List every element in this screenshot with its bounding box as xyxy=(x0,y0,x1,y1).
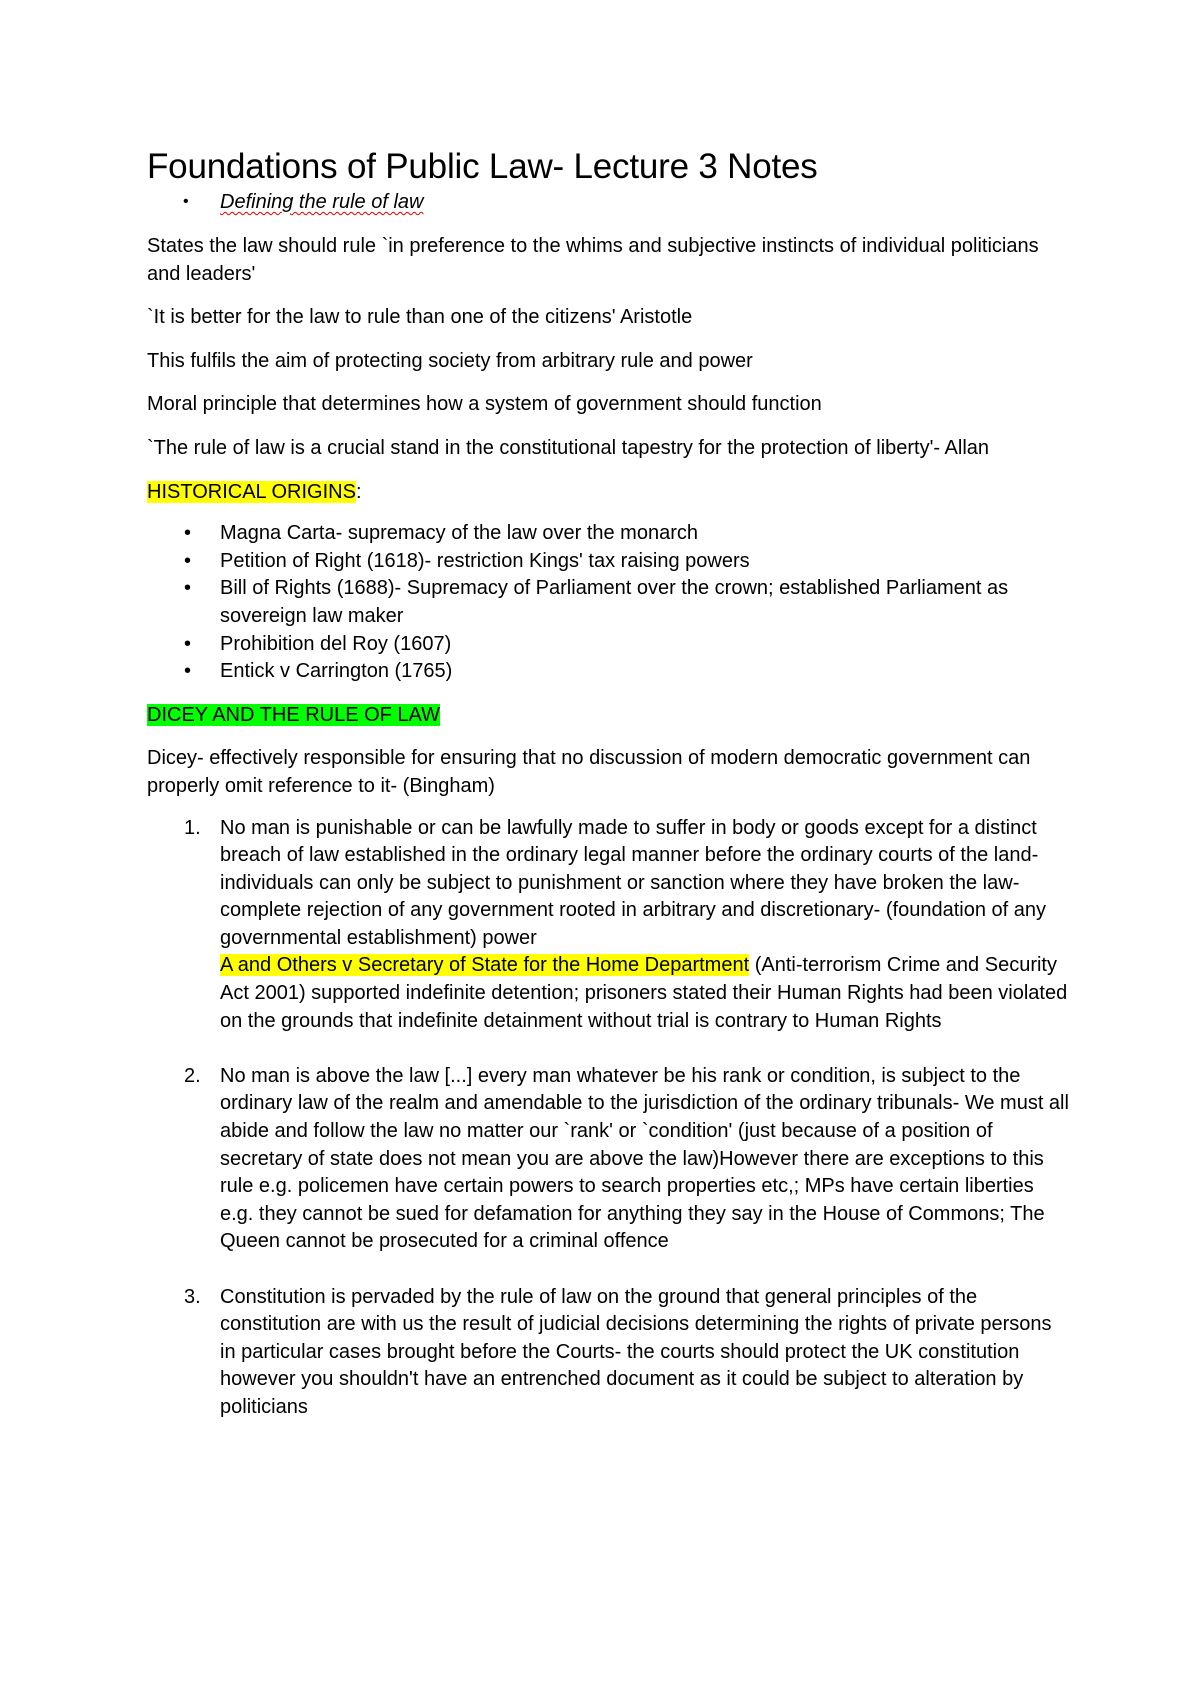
bullet-icon: • xyxy=(184,549,192,572)
list-item-text: Magna Carta- supremacy of the law over the monarch xyxy=(220,522,698,545)
intro-paragraph-1: States the law should rule `in preference to the whims and subjective instincts of individual politicians and leaders' xyxy=(147,235,1039,285)
intro-paragraph-2: `It is better for the law to rule than one of the citizens' Aristotle xyxy=(147,306,693,329)
case-text: (Anti-terrorism Crime and Security Act 2001) supported indefinite detention; prisoners stated their Human Rights had been violated on the grounds that indefinite detainment without trial is contrary to Human Rights xyxy=(220,954,1068,1032)
dicey-principles-list xyxy=(147,815,1072,1422)
principle-text: Constitution is pervaded by the rule of law on the ground that general principles of the constitution are with us the result of judicial decisions determining the rights of private persons in particular cases brought before the Courts- the courts should protect the UK constitution however you shouldn't have an entrenched document as it could be subject to alteration by politicians xyxy=(220,1285,1052,1418)
historical-heading-row xyxy=(147,479,1072,507)
dicey-heading: DICEY AND THE RULE OF LAW xyxy=(147,703,441,726)
intro-paragraph-4: Moral principle that determines how a system of government should function xyxy=(147,393,822,416)
intro-paragraph-3: This fulfils the aim of protecting society from arbitrary rule and power xyxy=(147,349,753,372)
list-item xyxy=(147,815,1072,1036)
list-item xyxy=(147,1284,1072,1422)
list-item-text: Entick v Carrington (1765) xyxy=(220,660,453,683)
list-item xyxy=(147,520,1072,548)
bullet-icon: • xyxy=(184,577,192,600)
list-number: 1. xyxy=(184,816,201,839)
historical-list xyxy=(147,520,1072,686)
principle-text: No man is punishable or can be lawfully made to suffer in body or goods except for a distinct breach of law established in the ordinary legal manner before the ordinary courts of the land- individuals can only be subject to punishment or sanction where they have broken the law- complete rejection of any government rooted in arbitrary and discretionary- (foundation of any governmental establishment) power xyxy=(220,816,1047,949)
subtitle: Defining the rule of law xyxy=(220,191,424,213)
intro-paragraph-5: `The rule of law is a crucial stand in the constitutional tapestry for the protection of liberty'- Allan xyxy=(147,436,990,459)
list-item xyxy=(147,631,1072,659)
bullet-icon: • xyxy=(184,660,192,683)
bullet-icon: • xyxy=(184,632,192,655)
list-item xyxy=(147,548,1072,576)
case-name: A and Others v Secretary of State for the Home Department xyxy=(220,954,750,977)
principle-text: No man is above the law [...] every man whatever be his rank or condition, is subject to the ordinary law of the realm and amendable to the jurisdiction of the ordinary tribunals- We must all abide and follow the law no matter our `rank' or `condition' (just because of a position of secretary of state does not mean you are above the law)However there are exceptions to this rule e.g. policemen have certain powers to search properties etc,; MPs have certain liberties e.g. they cannot be sued for defamation for anything they say in the House of Commons; The Queen cannot be prosecuted for a criminal offence xyxy=(220,1064,1069,1253)
list-item-text: Prohibition del Roy (1607) xyxy=(220,632,452,655)
page-title: Foundations of Public Law- Lecture 3 Notes xyxy=(147,147,818,186)
dicey-heading-row xyxy=(147,702,1072,730)
historical-heading: HISTORICAL ORIGINS xyxy=(147,480,356,503)
historical-heading-suffix: : xyxy=(355,480,362,503)
dicey-intro: Dicey- effectively responsible for ensuring that no discussion of modern democratic government can properly omit reference to it- (Bingham) xyxy=(147,747,1031,797)
list-number: 3. xyxy=(184,1285,201,1308)
bullet-icon: • xyxy=(183,193,189,210)
bullet-icon: • xyxy=(184,522,192,545)
list-number: 2. xyxy=(184,1064,201,1087)
list-item xyxy=(147,1063,1072,1256)
subtitle-row xyxy=(147,190,1072,218)
list-item-text: Petition of Right (1618)- restriction Kings' tax raising powers xyxy=(220,549,750,572)
list-item-text: Bill of Rights (1688)- Supremacy of Parliament over the crown; established Parliament as sovereign law maker xyxy=(220,577,1009,627)
list-item xyxy=(147,575,1072,630)
document-page xyxy=(147,146,1072,1449)
list-item xyxy=(147,658,1072,686)
